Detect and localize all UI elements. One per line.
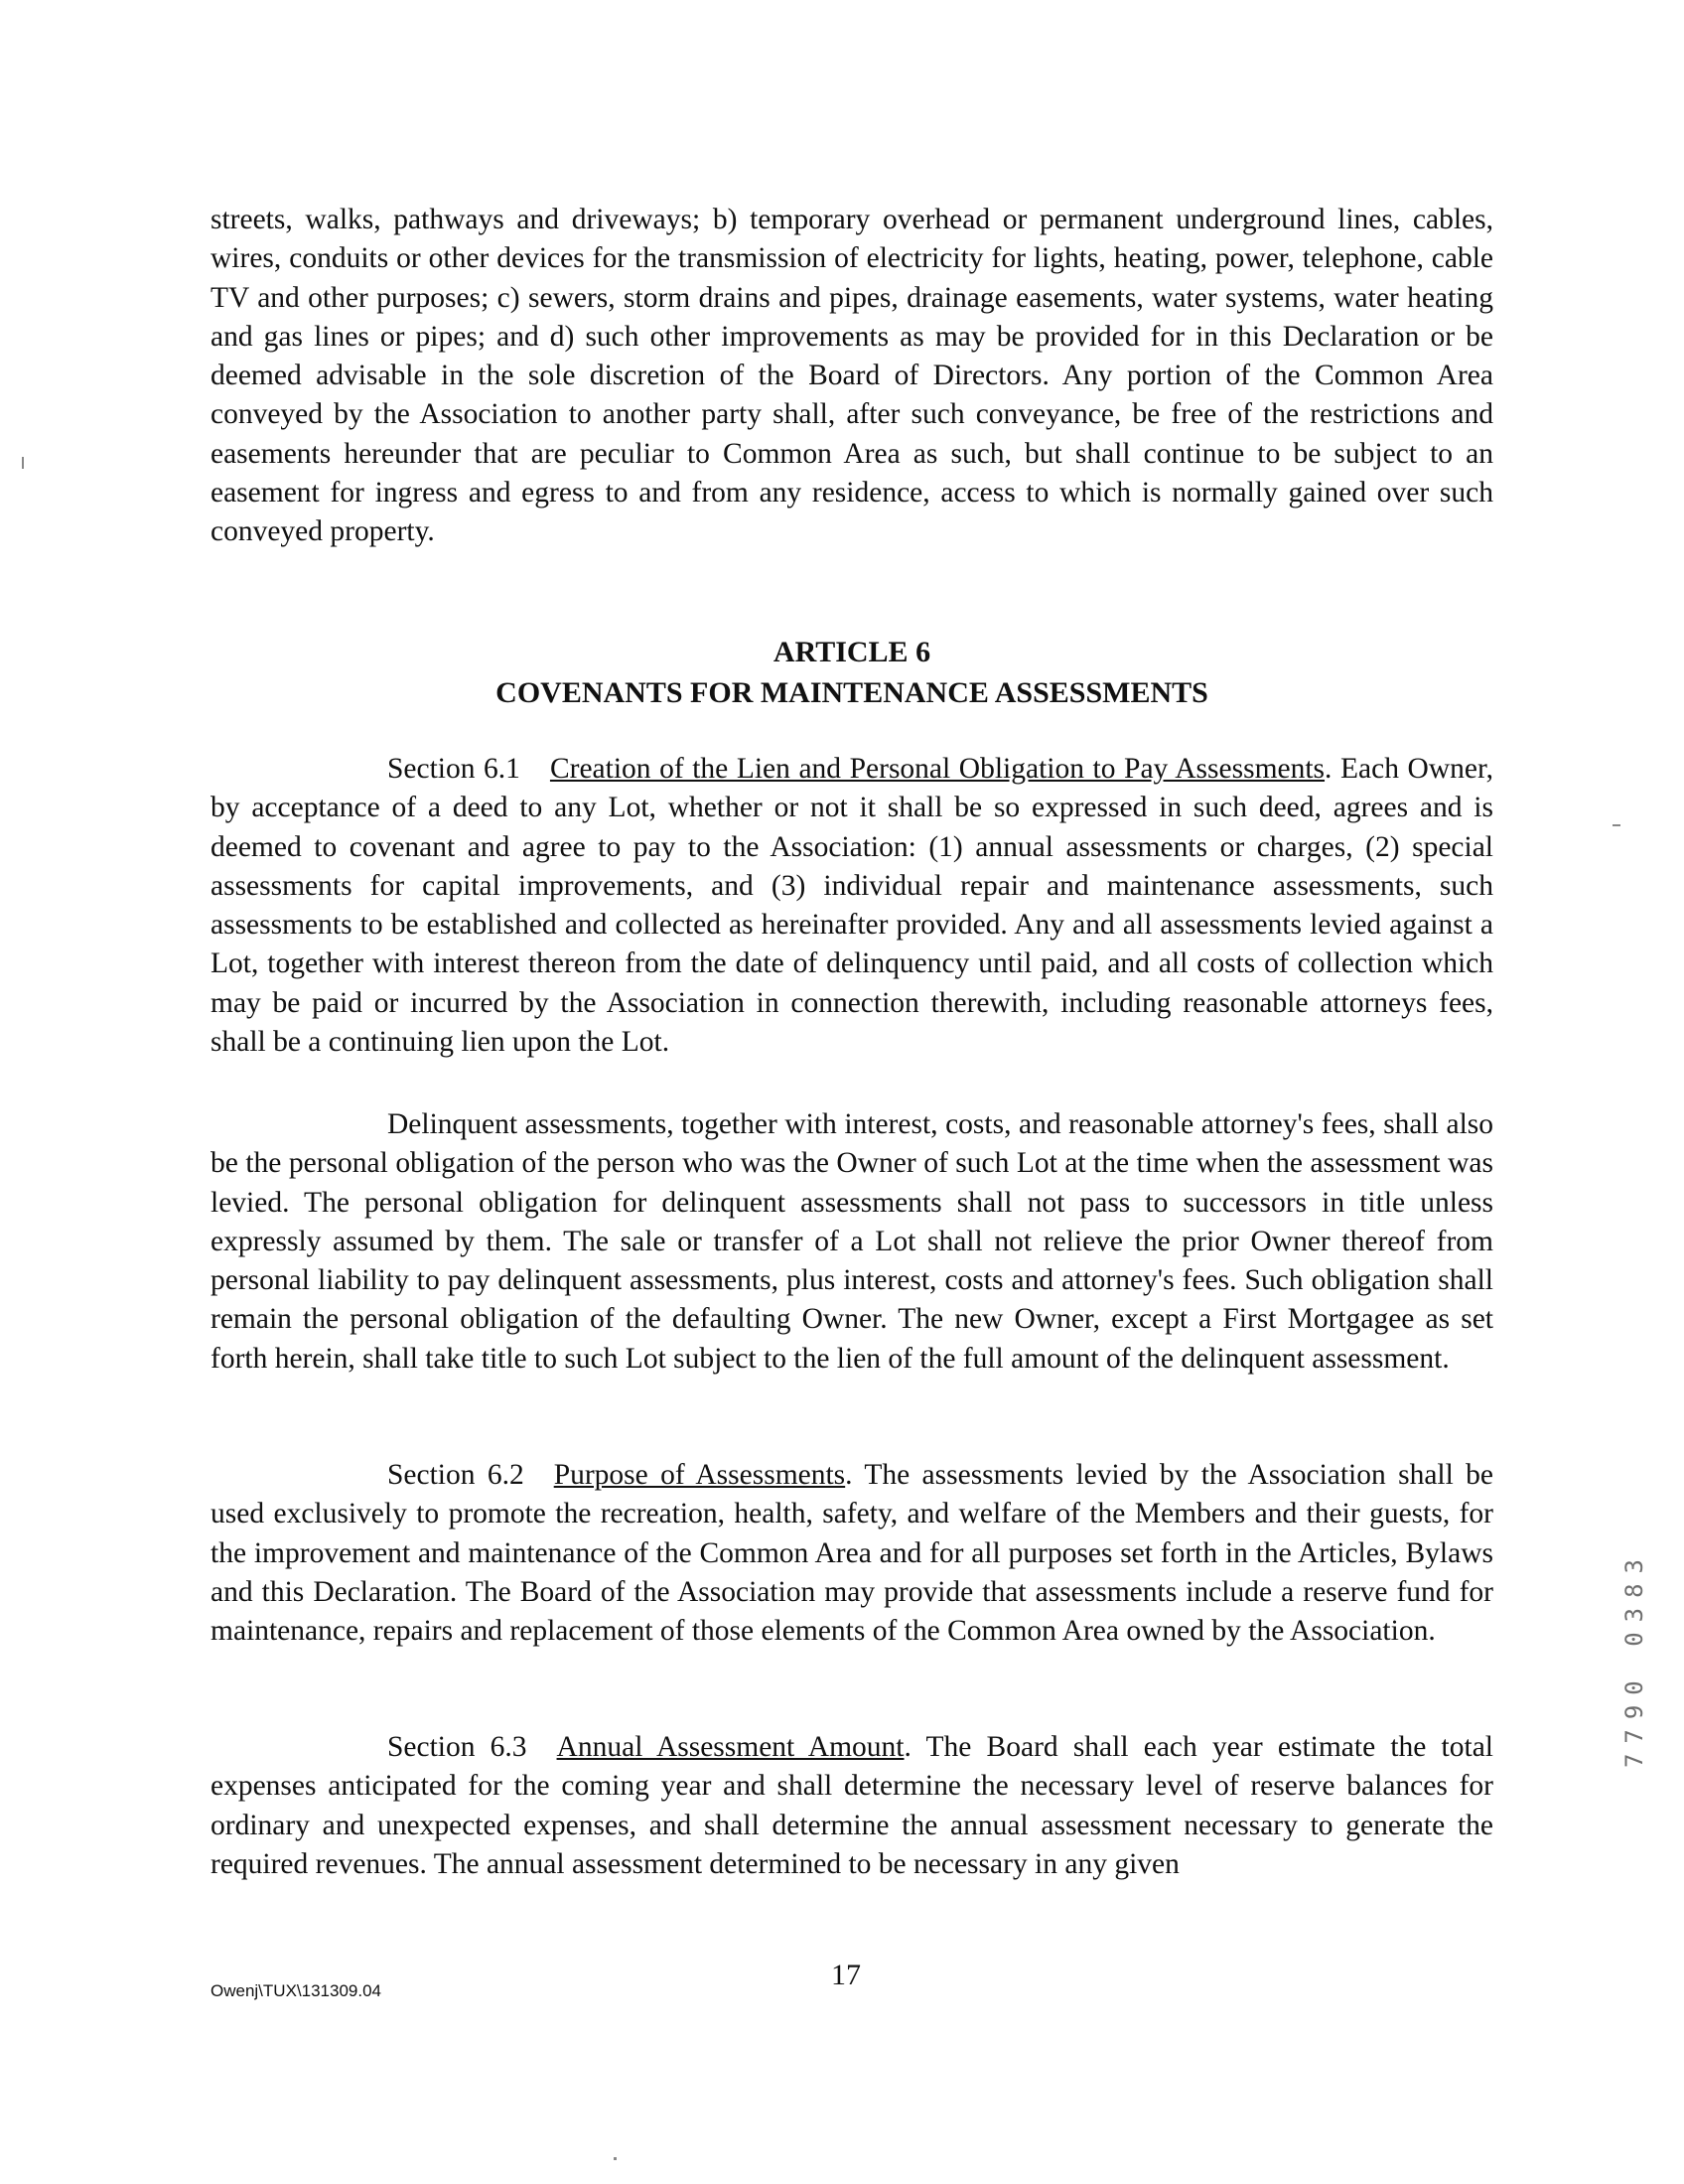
- section-6-2: [210, 1456, 1493, 1651]
- scan-speck-right: [1613, 824, 1620, 826]
- intro-paragraph: streets, walks, pathways and driveways; b) temporary overhead or permanent underground lines, cables, wires, conduits or other devices for the transmission of electricity for lights, heating, power, telephone, cable TV and other purposes; c) sewers, storm drains and pipes, drainage easements, water systems, water heating and gas lines or pipes; and d) such other improvements as may be provided for in this Declaration or be deemed advisable in the sole discretion of the Board of Directors. Any portion of the Common Area conveyed by the Association to another party shall, after such conveyance, be free of the restrictions and easements hereunder that are peculiar to Common Area as such, but shall continue to be subject to an easement for ingress and egress to and from any residence, access to which is normally gained over such conveyed property.: [210, 204, 1493, 548]
- section-6-3: [210, 1728, 1493, 1884]
- section-number: Section 6.1: [387, 753, 520, 785]
- scan-speck-bottom: [614, 2157, 617, 2160]
- scan-speck-left: [22, 457, 24, 469]
- section-6-1: [210, 750, 1493, 1062]
- margin-stamp: 7790 0383: [1620, 1549, 1648, 1769]
- delinquent-paragraph: Delinquent assessments, together with interest, costs, and reasonable attorney's fees, shall also be the personal obligation of the person who was the Owner of such Lot at the time when the assessment was levied. The personal obligation for delinquent assessments shall not pass to successors in title unless expressly assumed by them. The sale or transfer of a Lot shall not relieve the prior Owner thereof from personal liability to pay delinquent assessments, plus interest, costs and attorney's fees. Such obligation shall remain the personal obligation of the defaulting Owner. The new Owner, except a First Mortgagee as set forth herein, shall take title to such Lot subject to the lien of the full amount of the delinquent assessment.: [210, 1108, 1493, 1375]
- delinquent-text-block: [210, 1105, 1493, 1379]
- section-number: Section 6.3: [387, 1731, 527, 1763]
- article-number: ARTICLE 6: [772, 636, 931, 668]
- section-6-1-paragraph: [210, 750, 1493, 1062]
- article-heading: [210, 632, 1493, 713]
- article-title: COVENANTS FOR MAINTENANCE ASSESSMENTS: [495, 676, 1208, 709]
- section-title: Annual Assessment Amount: [556, 1731, 905, 1763]
- section-body: . The Board shall each year estimate the total expenses anticipated for the coming year and shall determine the necessary level of reserve balances for ordinary and unexpected expenses, and shall determine the annual assessment necessary to generate the required revenues. The annual assessment determined to be necessary in any given: [210, 1731, 1493, 1880]
- page-number: 17: [831, 1959, 861, 1991]
- footer-file-id: Owenj\TUX\131309.04: [210, 1981, 381, 2000]
- section-number: Section 6.2: [387, 1459, 524, 1491]
- section-6-2-paragraph: [210, 1456, 1493, 1651]
- section-body: . Each Owner, by acceptance of a deed to any Lot, whether or not it shall be so expressed in such deed, agrees and is deemed to covenant and agree to pay to the Association: (1) annual assessments or charges, (2) special assessments for capital improvements, and (3) individual repair and maintenance assessments, such assessments to be established and collected as hereinafter provided. Any and all assessments levied against a Lot, together with interest thereon from the date of delinquency until paid, and all costs of collection which may be paid or incurred by the Association in connection therewith, including reasonable attorneys fees, shall be a continuing lien upon the Lot.: [210, 753, 1493, 1059]
- section-body: . The assessments levied by the Association shall be used exclusively to promote the recreation, health, safety, and welfare of the Members and their guests, for the improvement and maintenance of the Common Area and for all purposes set forth in the Articles, Bylaws and this Declaration. The Board of the Association may provide that assessments include a reserve fund for maintenance, repairs and replacement of those elements of the Common Area owned by the Association.: [210, 1459, 1493, 1648]
- section-title: Purpose of Assessments: [553, 1459, 846, 1491]
- section-title: Creation of the Lien and Personal Obligation to Pay Assessments: [549, 753, 1326, 785]
- section-6-3-paragraph: [210, 1728, 1493, 1884]
- intro-text-block: [210, 201, 1493, 552]
